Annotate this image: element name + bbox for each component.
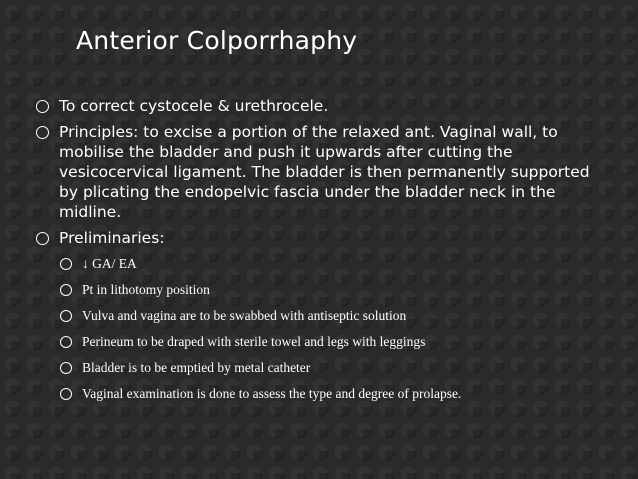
circle-bullet-icon: [60, 336, 72, 348]
circle-bullet-icon: [60, 258, 72, 270]
sub-bullet-item: [60, 386, 596, 402]
circle-bullet-icon: [60, 310, 72, 322]
sub-bullet-text: Vaginal examination is done to assess the type and degree of prolapse.: [82, 386, 462, 401]
bullet-item: [36, 228, 596, 248]
sub-bullet-text: ↓ GA/ EA: [82, 256, 137, 271]
bullet-item: [36, 122, 596, 222]
circle-bullet-icon: [36, 100, 49, 113]
sub-bullet-item: [60, 360, 596, 376]
slide-content: [36, 96, 596, 412]
sub-bullet-item: [60, 334, 596, 350]
circle-bullet-icon: [36, 126, 49, 139]
circle-bullet-icon: [60, 388, 72, 400]
circle-bullet-icon: [36, 232, 49, 245]
sub-bullet-text: Perineum to be draped with sterile towel and legs with leggings: [82, 334, 426, 349]
circle-bullet-icon: [60, 362, 72, 374]
sub-bullet-text: Bladder is to be emptied by metal catheter: [82, 360, 311, 375]
sub-bullet-text: Vulva and vagina are to be swabbed with antiseptic solution: [82, 308, 407, 323]
bullet-text: Preliminaries:: [59, 229, 165, 247]
sub-bullet-item: [60, 308, 596, 324]
sub-bullet-list: [60, 256, 596, 402]
sub-bullet-item: [60, 282, 596, 298]
bullet-text: Principles: to excise a portion of the relaxed ant. Vaginal wall, to mobilise the bladder and push it upwards after cutting the vesicocervical ligament. The bladder is then permanently supported by plicating the endopelvic fascia under the bladder neck in the midline.: [59, 123, 590, 221]
sub-bullet-item: [60, 256, 596, 272]
slide-title: Anterior Colporrhaphy: [76, 26, 358, 55]
bullet-text: To correct cystocele & urethrocele.: [59, 97, 329, 115]
sub-bullet-text: Pt in lithotomy position: [82, 282, 210, 297]
circle-bullet-icon: [60, 284, 72, 296]
bullet-item: [36, 96, 596, 116]
